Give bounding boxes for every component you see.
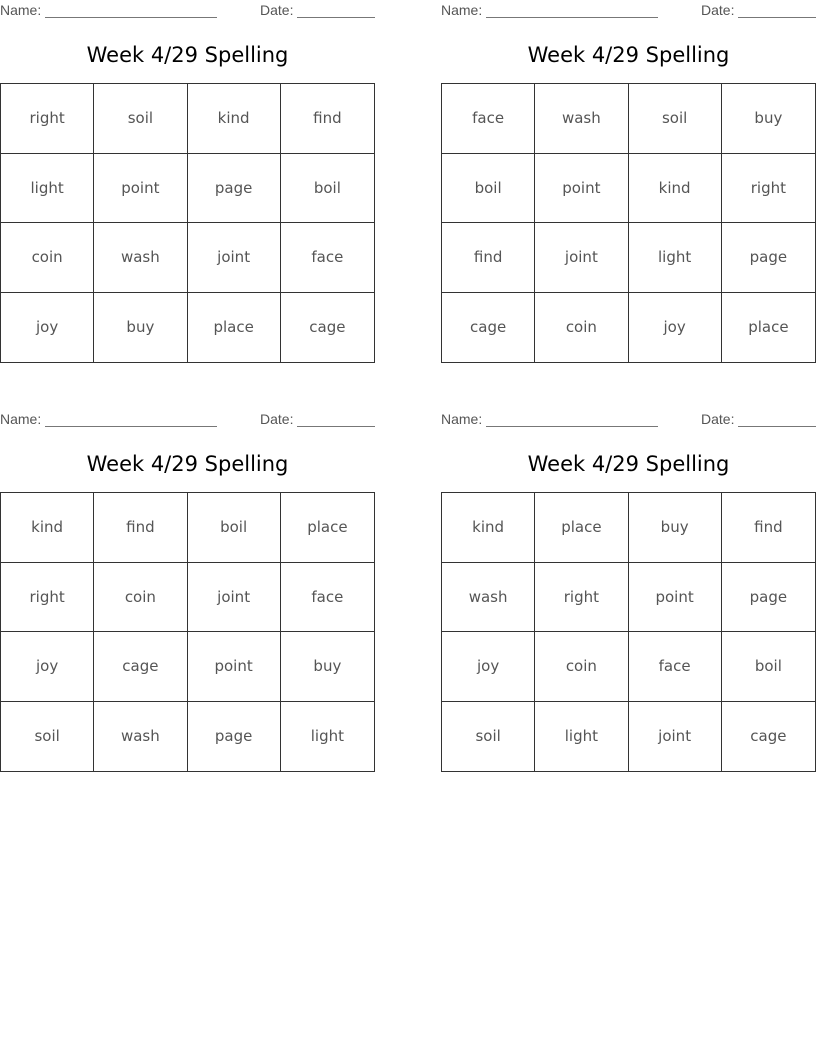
grid-cell: joy	[442, 632, 535, 702]
grid-cell: soil	[442, 702, 535, 772]
card-title: Week 4/29 Spelling	[86, 43, 289, 67]
date-blank-line	[297, 426, 375, 427]
grid-cell: buy	[629, 493, 722, 563]
name-blank-line	[45, 17, 217, 18]
grid-cell: wash	[94, 223, 187, 293]
grid-cell: point	[188, 632, 281, 702]
grid-cell: place	[281, 493, 374, 563]
grid-cell: boil	[188, 493, 281, 563]
grid-cell: boil	[722, 632, 815, 702]
grid-cell: kind	[629, 154, 722, 224]
grid-cell: light	[629, 223, 722, 293]
grid-cell: right	[535, 563, 628, 633]
grid-cell: joint	[188, 563, 281, 633]
grid-cell: joint	[629, 702, 722, 772]
grid-cell: page	[188, 702, 281, 772]
grid-cell: face	[281, 563, 374, 633]
grid-cell: soil	[1, 702, 94, 772]
grid-cell: right	[1, 84, 94, 154]
bingo-card-3	[0, 409, 375, 773]
grid-cell: find	[281, 84, 374, 154]
grid-cell: buy	[281, 632, 374, 702]
name-date-row	[441, 2, 816, 20]
grid-cell: kind	[188, 84, 281, 154]
grid-cell: page	[722, 563, 815, 633]
name-label: Name:	[0, 411, 42, 427]
name-blank-line	[486, 17, 658, 18]
name-date-row	[441, 411, 816, 429]
grid-cell: right	[1, 563, 94, 633]
name-date-row	[0, 411, 375, 429]
grid-cell: page	[722, 223, 815, 293]
date-blank-line	[738, 17, 816, 18]
grid-cell: soil	[94, 84, 187, 154]
word-grid	[0, 83, 375, 363]
grid-cell: face	[281, 223, 374, 293]
name-label: Name:	[441, 411, 483, 427]
grid-cell: cage	[94, 632, 187, 702]
grid-cell: light	[1, 154, 94, 224]
grid-cell: face	[442, 84, 535, 154]
grid-cell: joy	[1, 293, 94, 363]
bingo-card-2	[441, 0, 816, 364]
grid-cell: kind	[442, 493, 535, 563]
card-title: Week 4/29 Spelling	[86, 452, 289, 476]
grid-cell: cage	[309, 318, 346, 337]
bingo-card-4	[441, 409, 816, 773]
name-label: Name:	[0, 2, 42, 18]
grid-cell: cage	[750, 727, 787, 746]
date-blank-line	[738, 426, 816, 427]
grid-cell: page	[188, 154, 281, 224]
grid-cell: light	[310, 727, 344, 746]
name-label: Name:	[441, 2, 483, 18]
grid-cell: coin	[1, 223, 94, 293]
grid-cell: boil	[281, 154, 374, 224]
date-label: Date:	[260, 411, 294, 427]
grid-cell: boil	[442, 154, 535, 224]
grid-cell: point	[629, 563, 722, 633]
grid-cell: joint	[535, 223, 628, 293]
date-blank-line	[297, 17, 375, 18]
grid-cell: kind	[1, 493, 94, 563]
grid-cell: right	[722, 154, 815, 224]
grid-cell: joy	[1, 632, 94, 702]
grid-cell: find	[94, 493, 187, 563]
date-label: Date:	[701, 2, 735, 18]
grid-cell: place	[748, 318, 789, 337]
grid-cell: coin	[535, 293, 628, 363]
bingo-card-1	[0, 0, 375, 364]
grid-cell: buy	[722, 84, 815, 154]
grid-cell: point	[535, 154, 628, 224]
card-title: Week 4/29 Spelling	[527, 43, 730, 67]
grid-cell: wash	[94, 702, 187, 772]
word-grid	[441, 492, 816, 772]
word-grid	[0, 492, 375, 772]
grid-cell: soil	[629, 84, 722, 154]
grid-cell: buy	[94, 293, 187, 363]
grid-cell: find	[722, 493, 815, 563]
grid-cell: joint	[188, 223, 281, 293]
grid-cell: point	[94, 154, 187, 224]
grid-cell: find	[442, 223, 535, 293]
grid-cell: cage	[442, 293, 535, 363]
grid-cell: joy	[629, 293, 722, 363]
grid-cell: light	[535, 702, 628, 772]
card-title: Week 4/29 Spelling	[527, 452, 730, 476]
date-label: Date:	[260, 2, 294, 18]
grid-cell: face	[629, 632, 722, 702]
grid-cell: wash	[442, 563, 535, 633]
name-blank-line	[45, 426, 217, 427]
grid-cell: coin	[535, 632, 628, 702]
date-label: Date:	[701, 411, 735, 427]
grid-cell: place	[535, 493, 628, 563]
name-date-row	[0, 2, 375, 20]
grid-cell: coin	[94, 563, 187, 633]
grid-cell: place	[188, 293, 281, 363]
name-blank-line	[486, 426, 658, 427]
grid-cell: wash	[535, 84, 628, 154]
word-grid	[441, 83, 816, 363]
